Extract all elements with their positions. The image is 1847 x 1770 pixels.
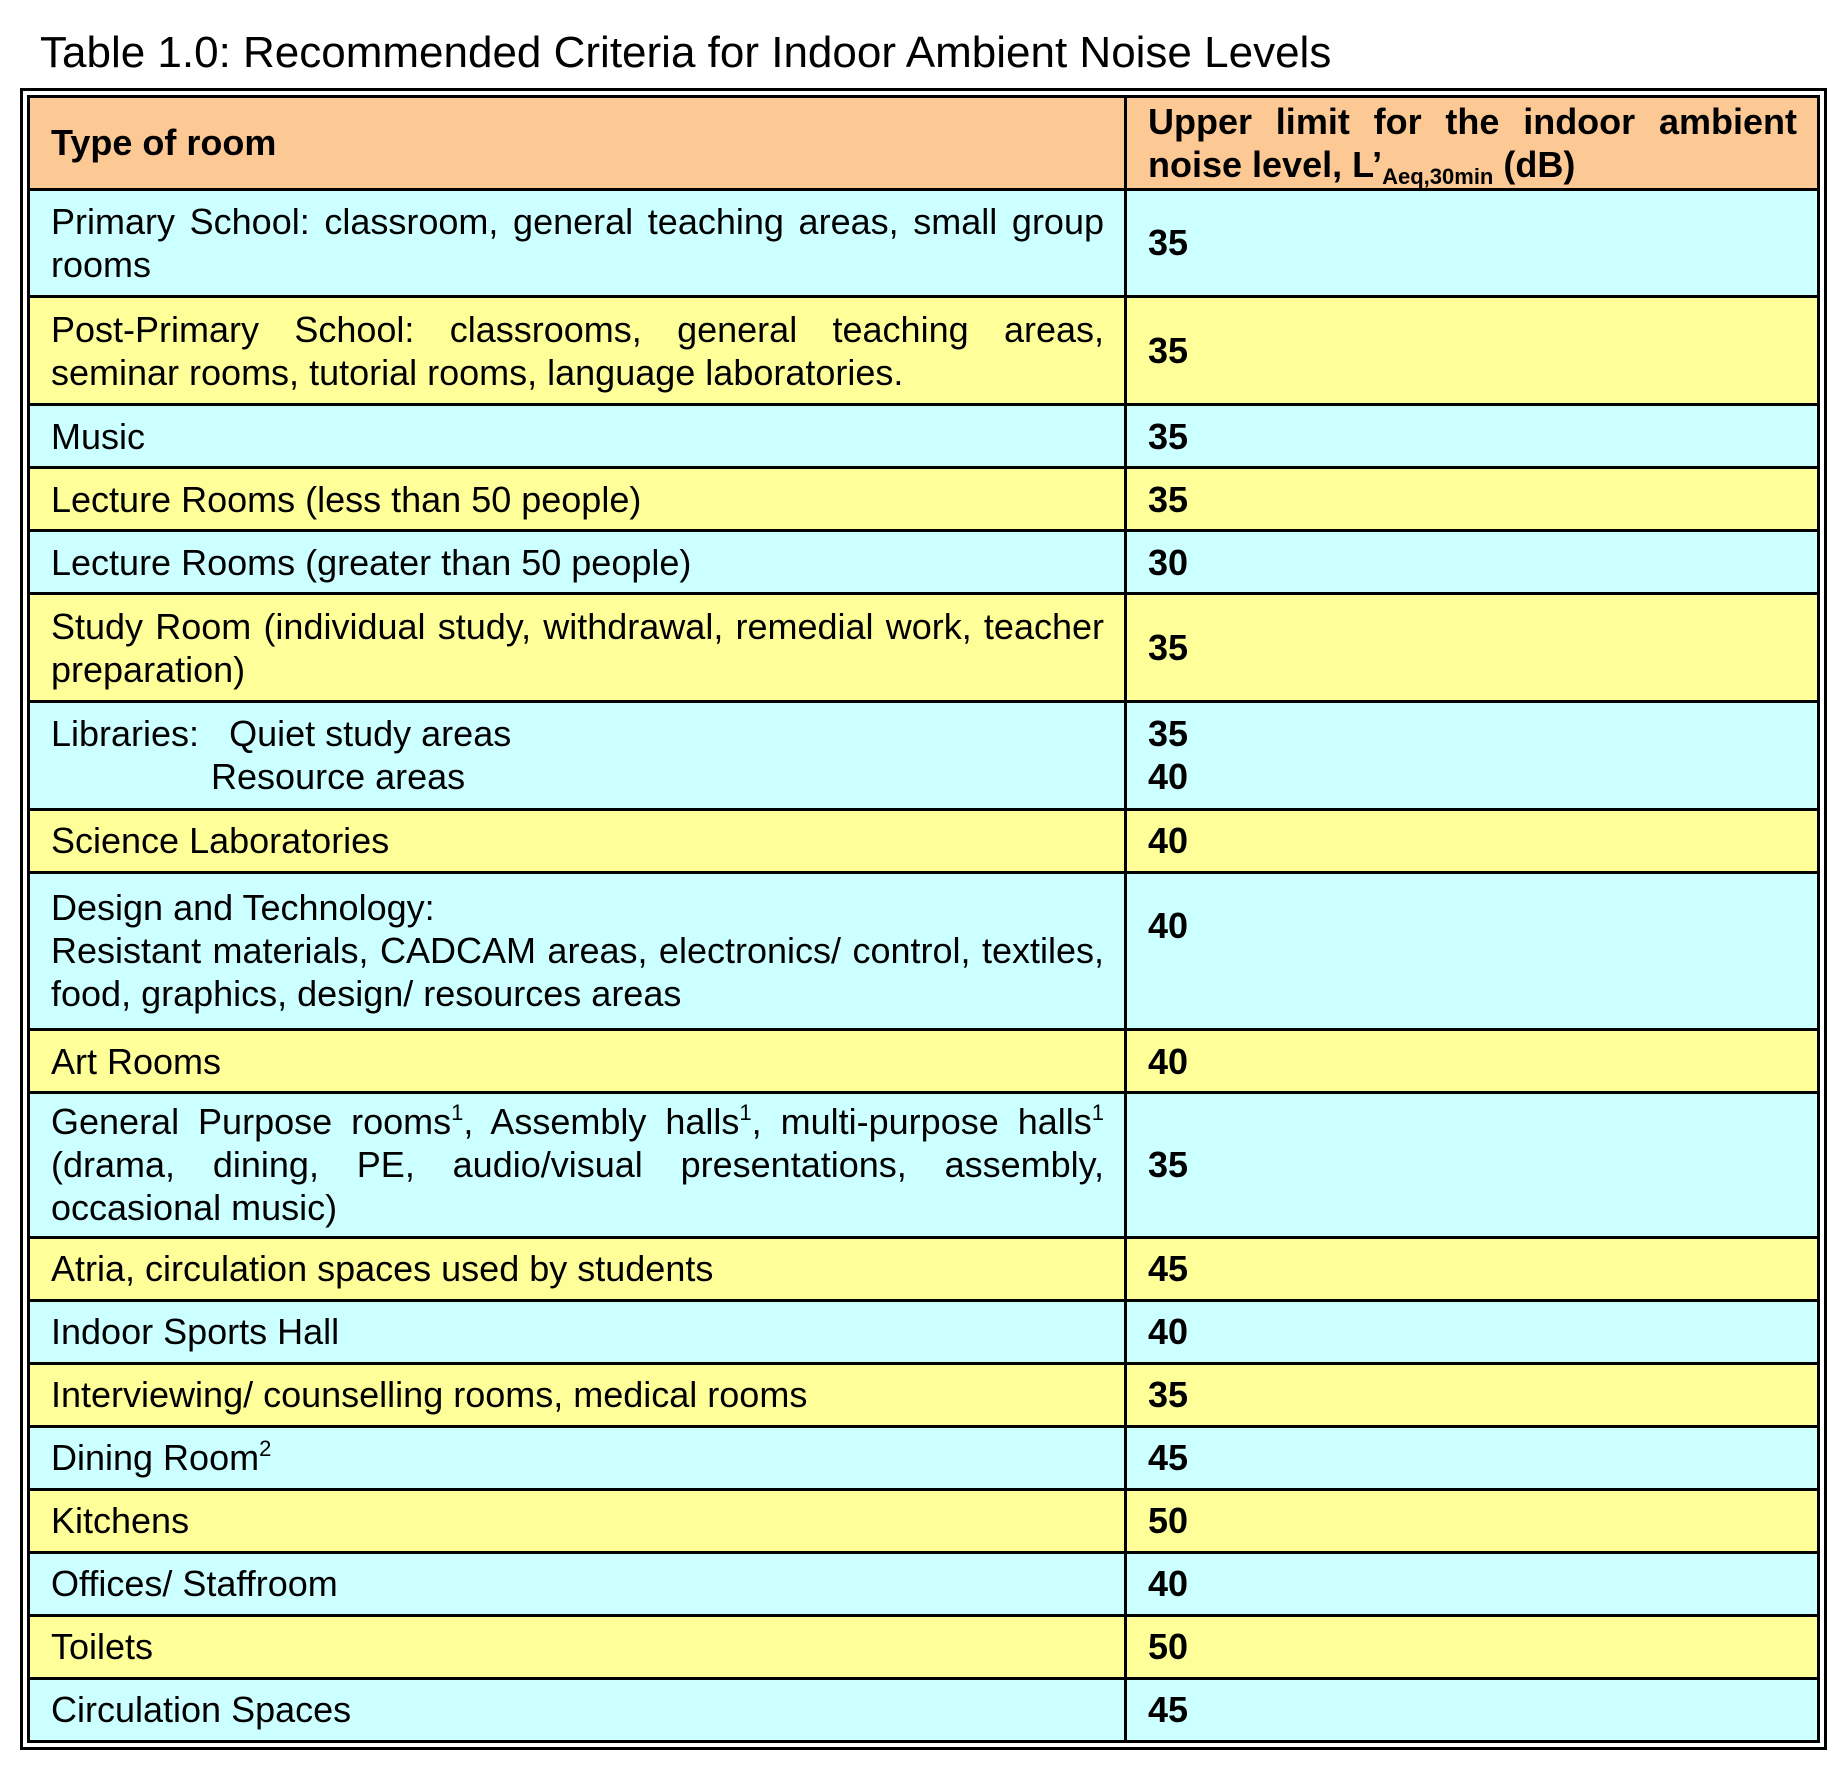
header-limit-unit: (dB) (1493, 143, 1576, 185)
room-type-cell: Primary School: classroom, general teaching areas, small group rooms (29, 189, 1126, 297)
design-tech-heading: Design and Technology: (51, 887, 435, 929)
noise-limit-cell: 40 (1126, 809, 1819, 872)
noise-limit-cell: 35 (1126, 405, 1819, 468)
table-caption: Table 1.0: Recommended Criteria for Indoor Ambient Noise Levels (40, 28, 1332, 77)
noise-limit-cell: 50 (1126, 1489, 1819, 1552)
room-type-cell: Music (29, 405, 1126, 468)
noise-limit-cell: 40 (1126, 1030, 1819, 1093)
footnote-marker: 1 (1091, 1100, 1104, 1126)
header-row (29, 97, 1819, 190)
noise-limit-cell: 50 (1126, 1615, 1819, 1678)
room-type-cell: Post-Primary School: classrooms, general teaching areas, seminar rooms, tutorial rooms, language laboratories. (29, 297, 1126, 405)
room-type-cell: Art Rooms (29, 1030, 1126, 1093)
room-type-cell: Indoor Sports Hall (29, 1300, 1126, 1363)
room-type-cell: Lecture Rooms (greater than 50 people) (29, 531, 1126, 594)
room-type-cell (29, 701, 1126, 809)
noise-limit-cell: 30 (1126, 531, 1819, 594)
room-type-cell: Study Room (individual study, withdrawal, remedial work, teacher preparation) (29, 594, 1126, 702)
header-limit-subscript: Aeq,30min (1382, 163, 1494, 189)
noise-limit-cell: 35 (1126, 189, 1819, 297)
noise-limit-cell: 35 (1126, 1363, 1819, 1426)
room-type-cell: Interviewing/ counselling rooms, medical rooms (29, 1363, 1126, 1426)
table-row (29, 1363, 1819, 1426)
room-type-cell: Kitchens (29, 1489, 1126, 1552)
table-row (29, 297, 1819, 405)
room-type-cell (29, 1426, 1126, 1489)
design-tech-detail: Resistant materials, CADCAM areas, electronics/ control, textiles, food, graphics, design/ resources areas (51, 930, 1104, 1015)
room-text-part: Dining Room (51, 1437, 260, 1479)
header-room-type: Type of room (29, 97, 1126, 190)
room-type-cell: Lecture Rooms (less than 50 people) (29, 468, 1126, 531)
table-row (29, 809, 1819, 872)
header-limit-text: Upper limit for the indoor ambient noise level, L’ (1148, 100, 1797, 185)
table-row (29, 1030, 1819, 1093)
header-upper-limit (1126, 97, 1819, 190)
room-type-cell (29, 1093, 1126, 1237)
noise-limit-cell (1126, 701, 1819, 809)
noise-criteria-table (27, 95, 1820, 1743)
libraries-resource-value: 40 (1148, 756, 1189, 798)
noise-limit-cell: 45 (1126, 1237, 1819, 1300)
noise-limit-cell: 40 (1126, 1300, 1819, 1363)
noise-limit-cell: 35 (1126, 297, 1819, 405)
room-text-part: , multi-purpose halls (751, 1101, 1092, 1143)
table-row (29, 468, 1819, 531)
libraries-quiet-value: 35 (1148, 713, 1189, 755)
table-row (29, 594, 1819, 702)
table-row (29, 701, 1819, 809)
room-text-part: , Assembly halls (463, 1101, 740, 1143)
footnote-marker: 1 (451, 1100, 464, 1126)
table-row (29, 1678, 1819, 1741)
room-type-cell: Offices/ Staffroom (29, 1552, 1126, 1615)
libraries-resource-label: Resource areas (51, 756, 466, 798)
room-type-cell: Circulation Spaces (29, 1678, 1126, 1741)
noise-limit-cell: 35 (1126, 1093, 1819, 1237)
table-row (29, 1300, 1819, 1363)
table-row (29, 189, 1819, 297)
noise-limit-cell: 45 (1126, 1426, 1819, 1489)
noise-limit-cell: 45 (1126, 1678, 1819, 1741)
table-row (29, 1237, 1819, 1300)
footnote-marker: 1 (739, 1100, 752, 1126)
room-text-part: General Purpose rooms (51, 1101, 452, 1143)
table-frame (20, 88, 1827, 1750)
table-row (29, 405, 1819, 468)
table-row (29, 531, 1819, 594)
room-type-cell: Atria, circulation spaces used by students (29, 1237, 1126, 1300)
footnote-marker: 2 (259, 1436, 272, 1462)
room-text-part: (drama, dining, PE, audio/visual presentations, assembly, occasional music) (51, 1144, 1104, 1229)
table-row (29, 872, 1819, 1030)
noise-limit-cell: 40 (1126, 1552, 1819, 1615)
noise-limit-cell: 40 (1126, 872, 1819, 1030)
table-row (29, 1093, 1819, 1237)
noise-limit-cell: 35 (1126, 468, 1819, 531)
room-type-cell: Toilets (29, 1615, 1126, 1678)
room-type-cell: Science Laboratories (29, 809, 1126, 872)
room-type-cell (29, 872, 1126, 1030)
table-row (29, 1552, 1819, 1615)
libraries-quiet-label: Libraries: Quiet study areas (51, 713, 512, 755)
table-row (29, 1426, 1819, 1489)
table-row (29, 1489, 1819, 1552)
table-row (29, 1615, 1819, 1678)
noise-limit-cell: 35 (1126, 594, 1819, 702)
